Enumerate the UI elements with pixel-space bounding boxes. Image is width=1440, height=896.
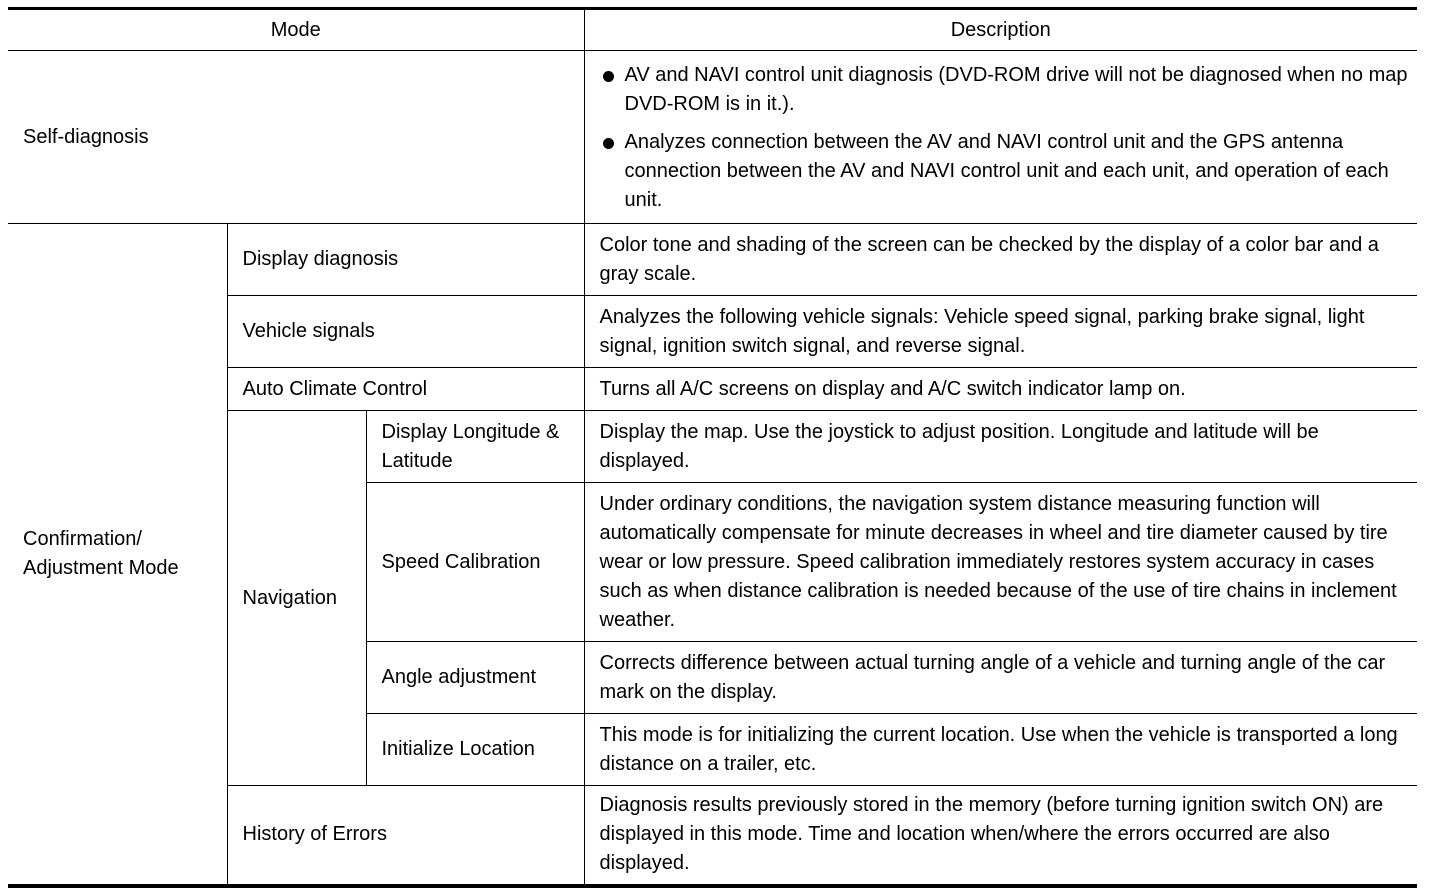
header-mode: Mode [8,9,584,51]
bullet-dot-icon [603,71,614,82]
description-initialize-location: This mode is for initializing the current location. Use when the vehicle is transported a long distance on a trailer, etc. [584,714,1417,786]
bullet-item [601,61,1412,119]
description-history-of-errors: Diagnosis results previously stored in the memory (before turning ignition switch ON) are displayed in this mode. Time and location when/where the errors occurred are also displayed. [584,786,1417,886]
bullet-item [601,128,1412,215]
description-display-diagnosis: Color tone and shading of the screen can be checked by the display of a color bar and a gray scale. [584,224,1417,296]
submode-display-diagnosis: Display diagnosis [227,224,584,296]
table-row [8,224,1417,296]
description-speed-calibration: Under ordinary conditions, the navigation system distance measuring function will automatically compensate for minute decreases in wheel and tire diameter caused by tire wear or low pressure. Speed calibration immediately restores system accuracy in cases such as when distance calibration is needed because of the use of tire chains in inclement weather. [584,483,1417,642]
table-row [8,51,1417,224]
navigation-item-angle-adjustment: Angle adjustment [366,642,584,714]
submode-vehicle-signals: Vehicle signals [227,296,584,368]
description-display-longitude-latitude: Display the map. Use the joystick to adjust position. Longitude and latitude will be displayed. [584,411,1417,483]
bullet-dot-icon [603,138,614,149]
header-row [8,9,1417,51]
navigation-item-speed-calibration: Speed Calibration [366,483,584,642]
header-description: Description [584,9,1417,51]
submode-auto-climate-control: Auto Climate Control [227,368,584,411]
document-page [8,7,1417,888]
mode-self-diagnosis: Self-diagnosis [8,51,584,224]
mode-confirmation-adjustment: Confirmation/ Adjustment Mode [8,224,227,886]
description-auto-climate-control: Turns all A/C screens on display and A/C switch indicator lamp on. [584,368,1417,411]
description-vehicle-signals: Analyzes the following vehicle signals: Vehicle speed signal, parking brake signal, light signal, ignition switch signal, and reverse signal. [584,296,1417,368]
mode-description-table [8,7,1417,888]
description-self-diagnosis [584,51,1417,224]
bullet-text: AV and NAVI control unit diagnosis (DVD-ROM drive will not be diagnosed when no map DVD-ROM is in it.). [624,64,1408,115]
submode-navigation: Navigation [227,411,366,786]
description-angle-adjustment: Corrects difference between actual turning angle of a vehicle and turning angle of the car mark on the display. [584,642,1417,714]
submode-history-of-errors: History of Errors [227,786,584,886]
navigation-item-initialize-location: Initialize Location [366,714,584,786]
navigation-item-display-longitude-latitude: Display Longitude & Latitude [366,411,584,483]
bullet-list [601,61,1412,215]
bullet-text: Analyzes connection between the AV and NAVI control unit and the GPS antenna connection between the AV and NAVI control unit and each unit, and operation of each unit. [624,131,1389,211]
